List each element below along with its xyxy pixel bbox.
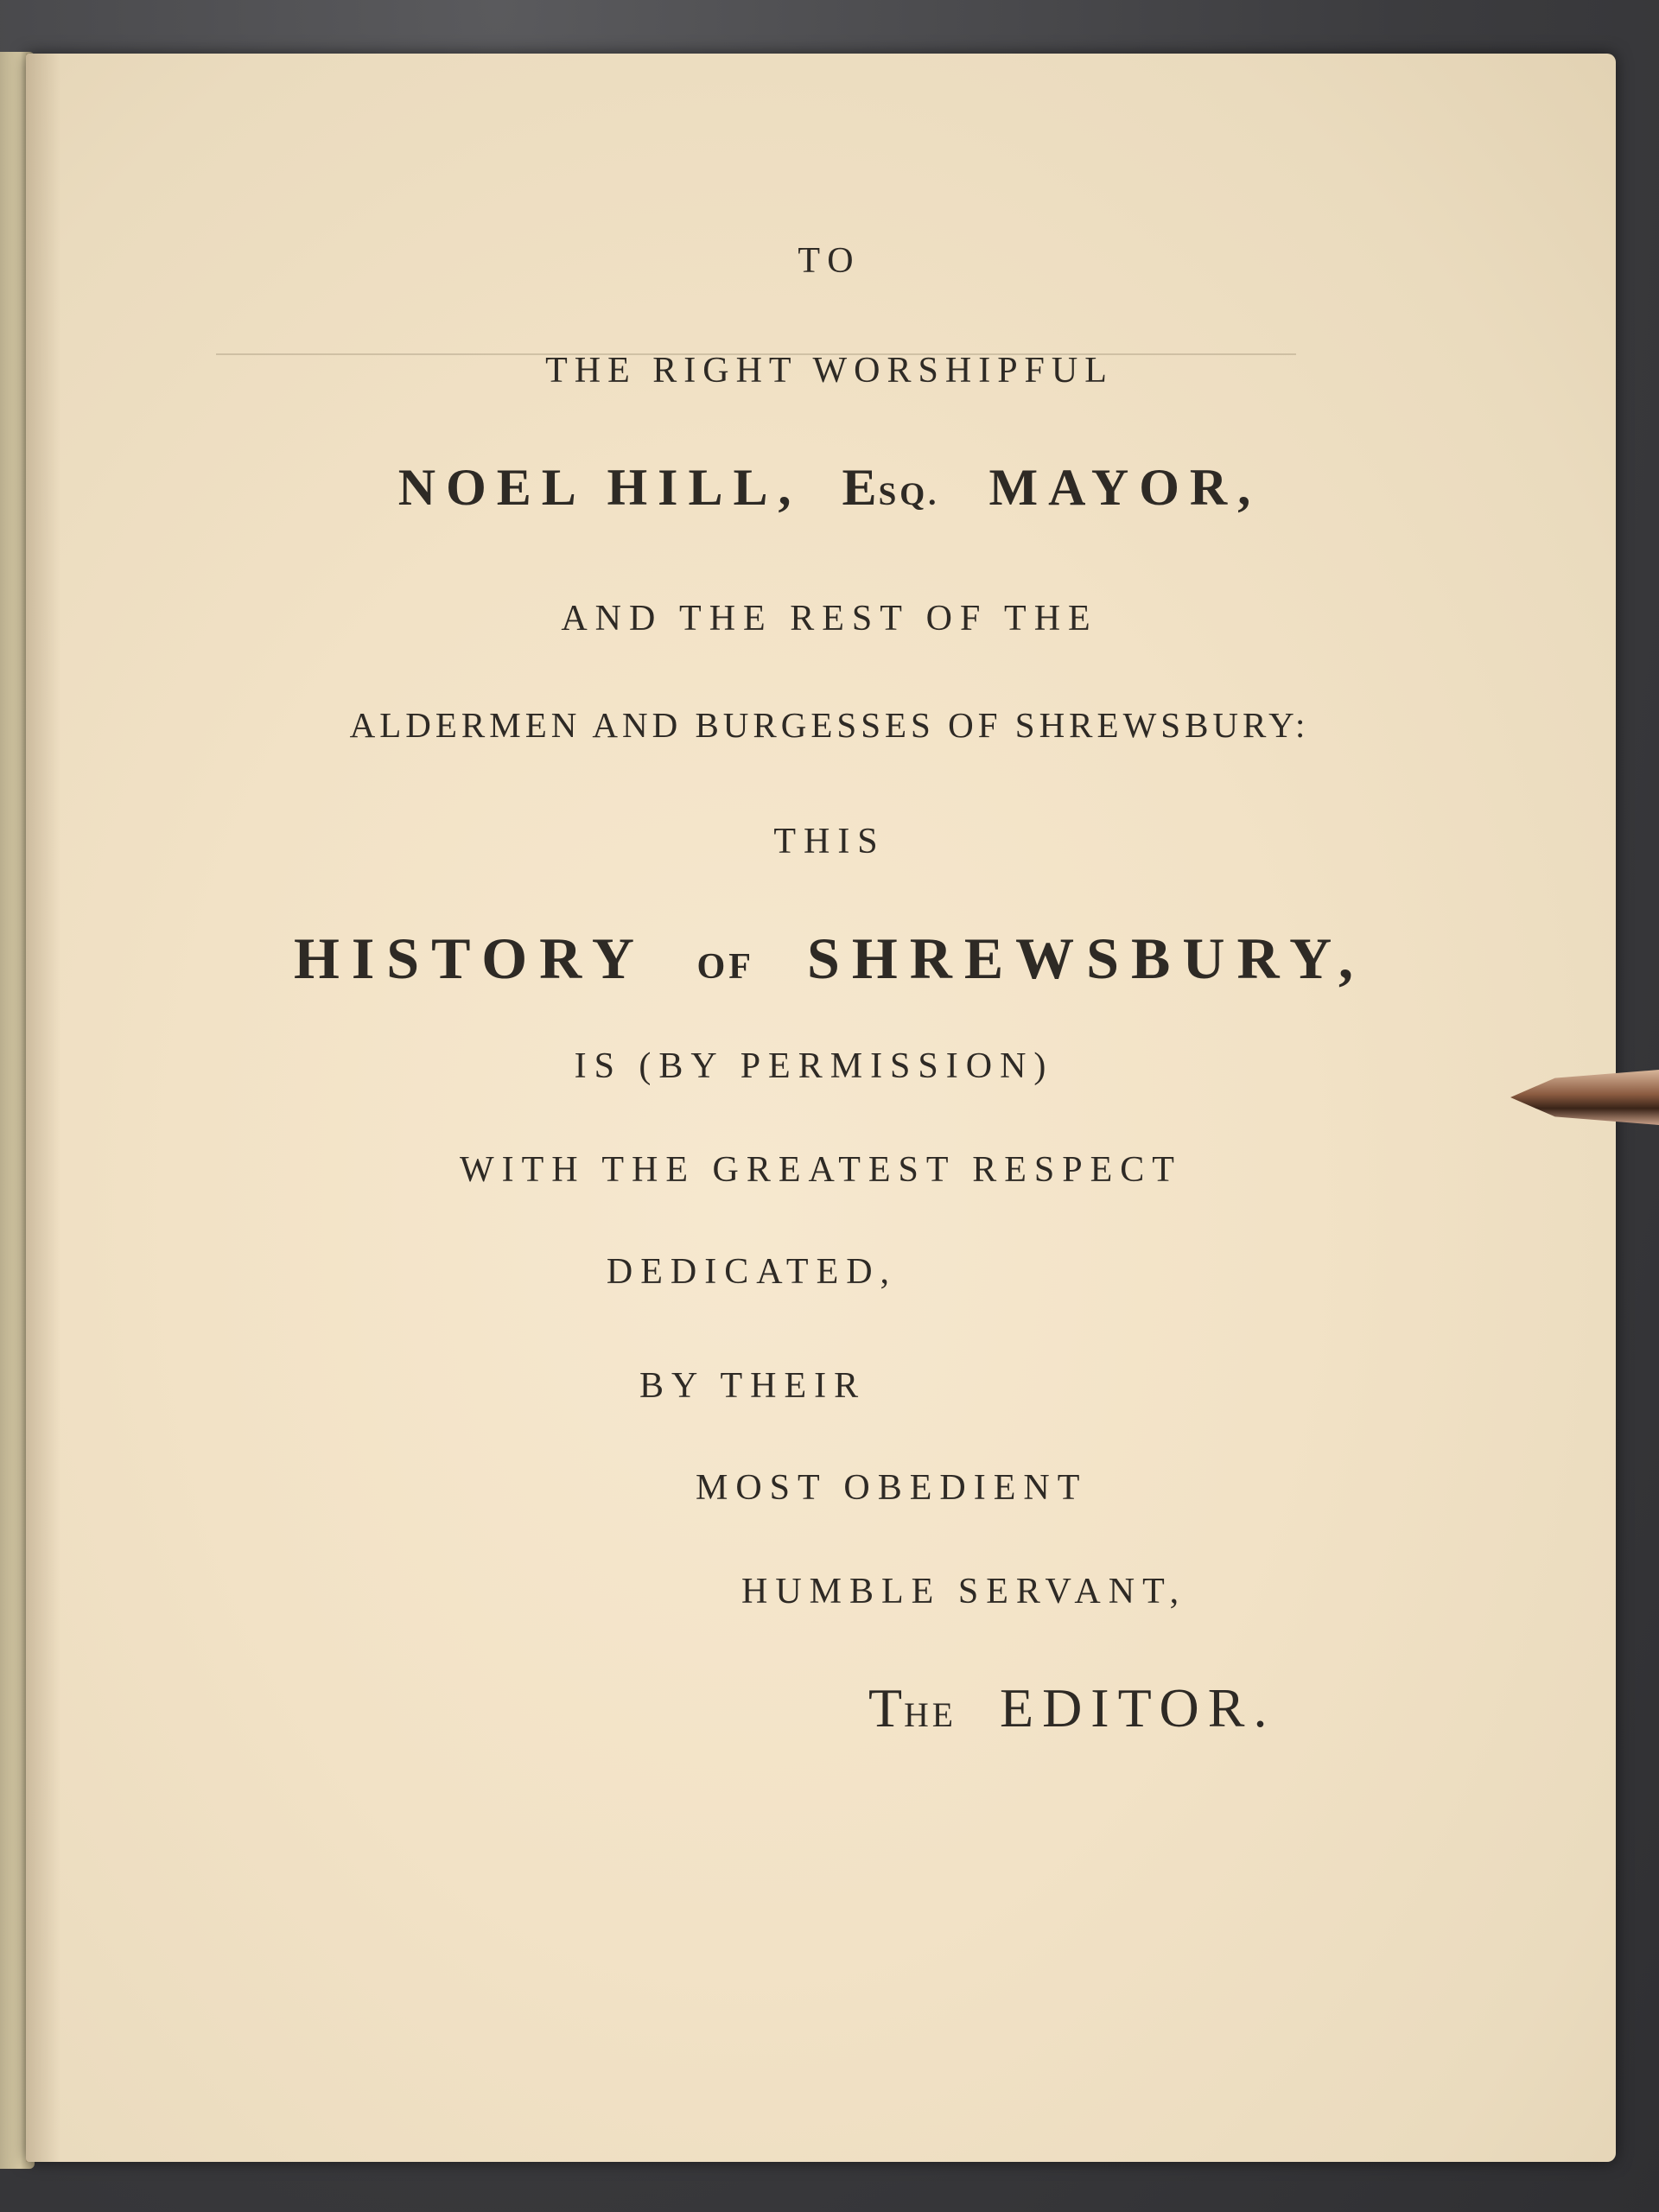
dedication-permission: IS (BY PERMISSION)	[574, 1046, 1054, 1086]
history-word: HISTORY	[293, 925, 645, 991]
dedication-to: TO	[798, 241, 861, 281]
the-rest: HE	[904, 1696, 957, 1734]
dedication-respect: WITH THE GREATEST RESPECT	[460, 1150, 1182, 1190]
dedication-this: THIS	[773, 822, 886, 861]
signature-the	[868, 1677, 957, 1738]
dedication-rest-of: AND THE REST OF THE	[561, 599, 1098, 639]
mayor-esq	[842, 459, 940, 516]
of-word: OF	[696, 946, 754, 987]
the-initial: T	[868, 1677, 905, 1738]
dedication-aldermen: ALDERMEN AND BURGESSES OF SHREWSBURY:	[349, 705, 1310, 745]
mayor-title: MAYOR,	[988, 459, 1262, 516]
dedication-signature	[868, 1676, 1275, 1740]
dedication-right-worshipful: THE RIGHT WORSHIPFUL	[545, 351, 1114, 391]
dedication-obedient: MOST OBEDIENT	[696, 1468, 1088, 1508]
mayor-name: NOEL HILL,	[397, 459, 802, 516]
shrewsbury-word: SHREWSBURY,	[807, 925, 1366, 991]
dedication-by-their: BY THEIR	[639, 1366, 867, 1406]
dedication-dedicated: DEDICATED,	[606, 1252, 898, 1292]
dedication-history-line	[0, 925, 1659, 993]
esq-rest: SQ.	[878, 477, 940, 512]
dedication-mayor-line	[0, 458, 1659, 518]
esq-initial: E	[842, 459, 879, 516]
dedication-servant: HUMBLE SERVANT,	[741, 1572, 1187, 1611]
signature-editor: EDITOR.	[999, 1677, 1276, 1738]
